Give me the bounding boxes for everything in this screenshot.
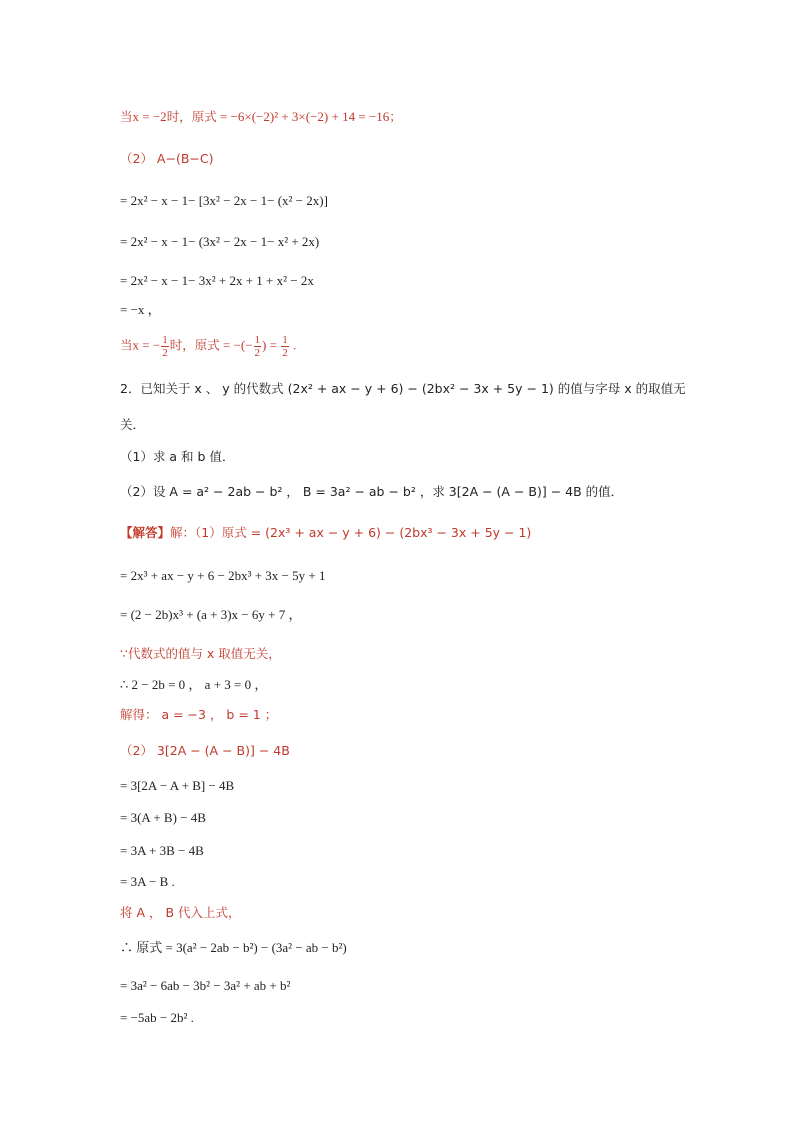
answer-tag: 【解答】 xyxy=(120,525,171,540)
frac-num: 1 xyxy=(254,334,261,346)
solution-line-7 xyxy=(120,334,296,359)
part2-step-7: = −5ab − 2b² . xyxy=(120,1010,194,1025)
frac-den: 2 xyxy=(254,347,261,359)
frac-num: 1 xyxy=(162,334,168,346)
answer-step-1: = 2x³ + ax − y + 6 − 2bx³ + 3x − 5y + 1 xyxy=(120,568,326,583)
expr-step-4: = −x ， xyxy=(120,302,161,317)
question-2-line-2: 关． xyxy=(120,417,146,432)
math-part: = −(− xyxy=(219,337,253,353)
answer-solution: 解得： a = −3 ， b = 1 ； xyxy=(120,707,278,722)
part2-answer-heading: （2） 3[2A − (A − B)] − 4B xyxy=(120,743,290,758)
math-condition: x = −2 xyxy=(132,109,167,124)
frac-num: 1 xyxy=(282,334,288,346)
text-original-expr: 时，原式 xyxy=(166,109,217,124)
expr-step-3: = 2x² − x − 1− 3x² + 2x + 1 + x² − 2x xyxy=(120,273,314,288)
part2-heading: （2） A−(B−C) xyxy=(120,151,214,166)
fraction-one-half xyxy=(254,334,262,359)
expr-step-2: = 2x² − x − 1− (3x² − 2x − 1− x² + 2x) xyxy=(120,234,320,249)
part2-step-3: = 3A + 3B − 4B xyxy=(120,843,204,858)
fraction-one-half xyxy=(161,334,169,359)
text-punct: ； xyxy=(389,109,402,124)
solution-line-1 xyxy=(120,108,402,126)
question-2-line-1: 2．已知关于 x 、 y 的代数式 (2x² + ax − y + 6) − (2bx² − 3x + 5y − 1) 的值与字母 x 的取值无 xyxy=(120,381,686,396)
answer-text: 解：（1）原式 = (2x³ + ax − y + 6) − (2bx³ − 3x + 5y − 1) xyxy=(170,525,532,540)
part2-step-4: = 3A − B . xyxy=(120,874,175,889)
substitute-text: 将 A ， B 代入上式， xyxy=(120,905,241,920)
math-part: ) = xyxy=(262,337,281,353)
part2-step-6: = 3a² − 6ab − 3b² − 3a² + ab + b² xyxy=(120,978,291,993)
math-result: = −6×(−2)² + 3×(−2) + 14 = −16 xyxy=(216,109,390,124)
text-when: 当 xyxy=(120,109,133,124)
answer-heading xyxy=(120,524,531,542)
question-2-part-1: （1）求 a 和 b 值． xyxy=(120,449,235,464)
answer-reason: ∵代数式的值与 x 取值无关， xyxy=(120,646,281,661)
part2-step-1: = 3[2A − A + B] − 4B xyxy=(120,778,235,793)
answer-equations: ∴ 2 − 2b = 0 ， a + 3 = 0 ， xyxy=(120,677,268,692)
question-2-part-2: （2）设 A = a² − 2ab − b² ， B = 3a² − ab − b² ，求 3[2A − (A − B)] − 4B 的值． xyxy=(120,484,624,499)
math-condition: x = − xyxy=(132,337,161,353)
text-when: 当 xyxy=(120,337,133,353)
part2-step-2: = 3(A + B) − 4B xyxy=(120,810,206,825)
text-original-expr: 时，原式 xyxy=(169,337,220,353)
frac-den: 2 xyxy=(282,347,288,359)
expr-step-1: = 2x² − x − 1− [3x² − 2x − 1− (x² − 2x)] xyxy=(120,193,328,208)
fraction-one-half xyxy=(281,334,289,359)
frac-den: 2 xyxy=(162,347,168,359)
text-punct: . xyxy=(289,337,297,353)
answer-step-2: = (2 − 2b)x³ + (a + 3)x − 6y + 7 ， xyxy=(120,607,302,622)
part2-step-5: ∴ 原式 = 3(a² − 2ab − b²) − (3a² − ab − b²) xyxy=(120,940,347,955)
